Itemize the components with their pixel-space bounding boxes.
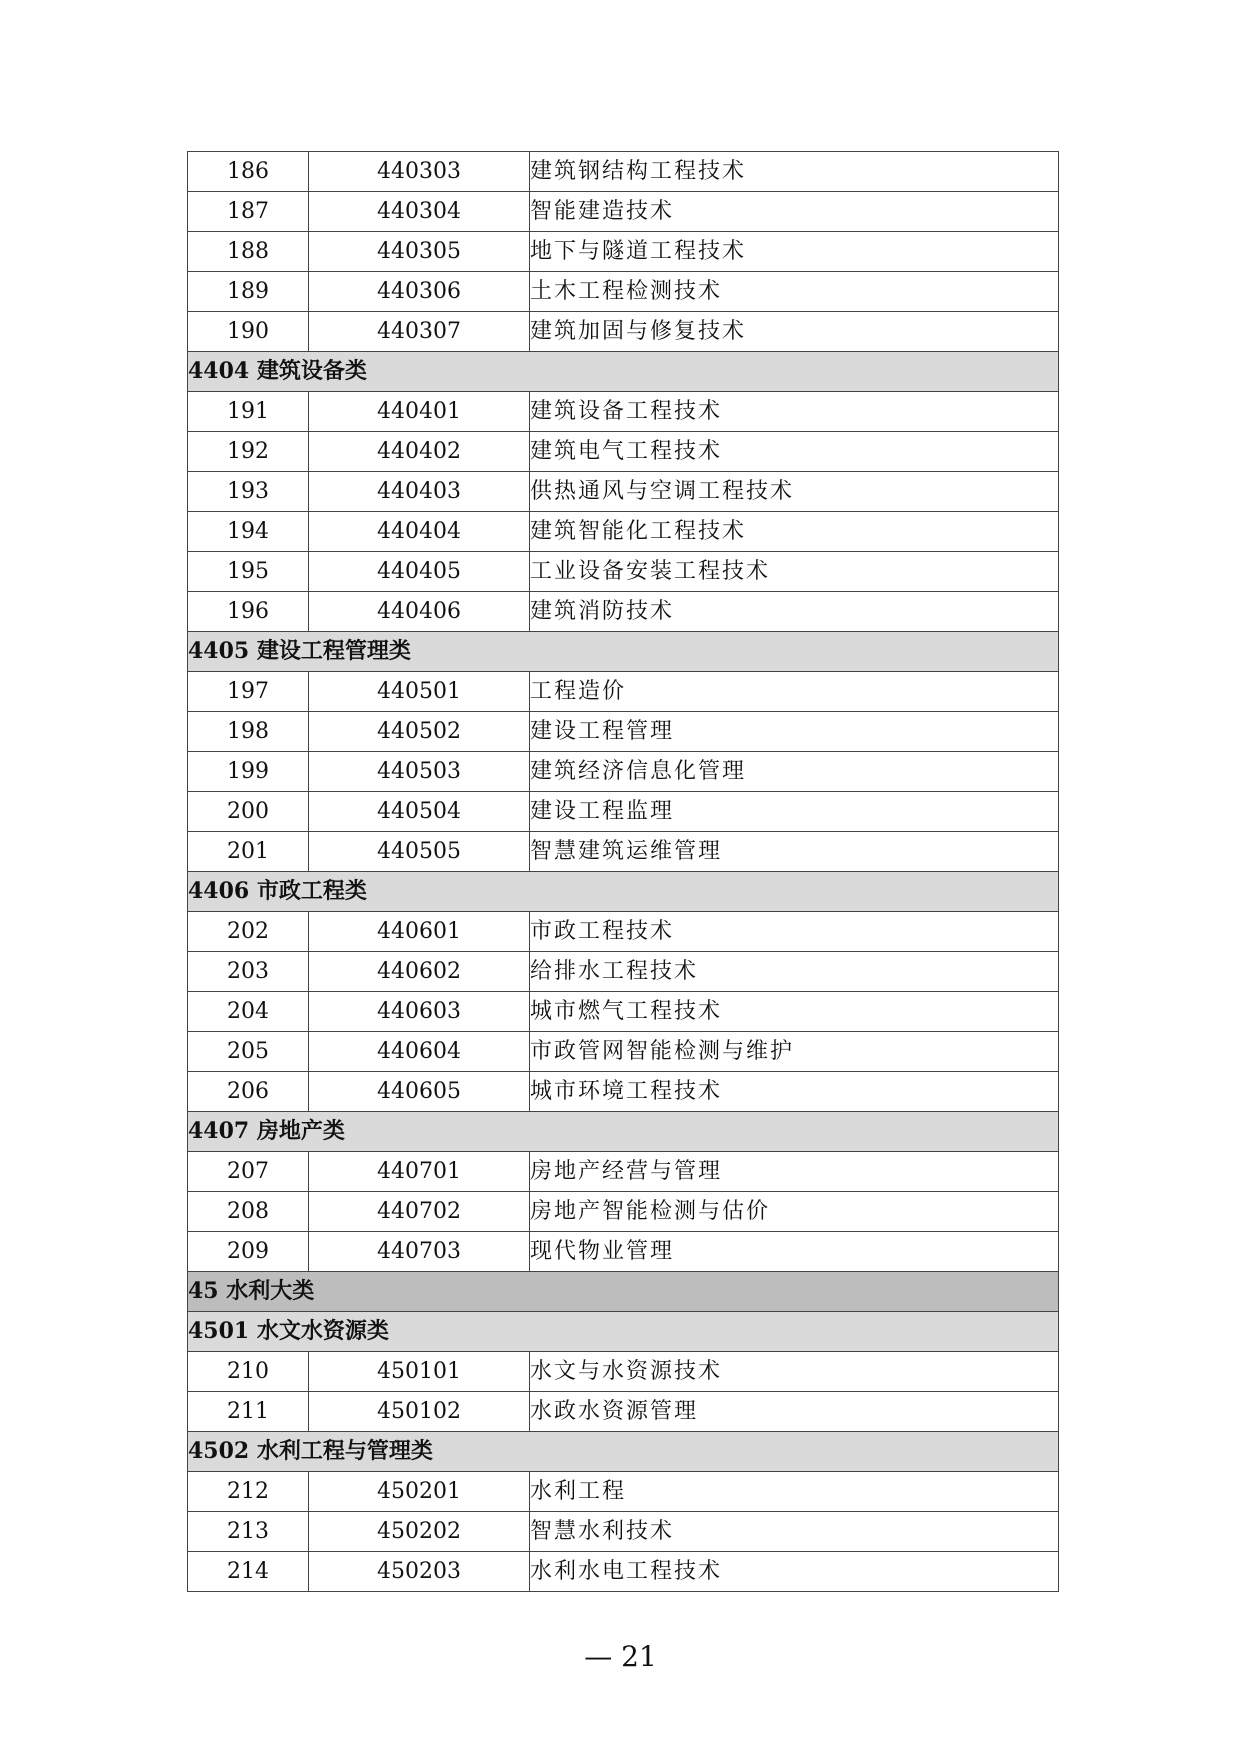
- serial-number-cell: 189: [188, 272, 309, 312]
- major-name-cell: 房地产智能检测与估价: [530, 1192, 1059, 1232]
- table-row: [188, 912, 1059, 952]
- serial-number-cell: 196: [188, 592, 309, 632]
- table-row: [188, 272, 1059, 312]
- table-row: [188, 1352, 1059, 1392]
- table-row: [188, 1152, 1059, 1192]
- major-name-cell: 工程造价: [530, 672, 1059, 712]
- major-name-cell: 地下与隧道工程技术: [530, 232, 1059, 272]
- category-row: [188, 352, 1059, 392]
- table-row: [188, 232, 1059, 272]
- table-row: [188, 792, 1059, 832]
- category-row: [188, 1432, 1059, 1472]
- major-name-cell: 建设工程管理: [530, 712, 1059, 752]
- major-name-cell: 建筑钢结构工程技术: [530, 152, 1059, 192]
- major-code-cell: 440404: [309, 512, 530, 552]
- major-code-cell: 440403: [309, 472, 530, 512]
- serial-number-cell: 199: [188, 752, 309, 792]
- major-code-cell: 440602: [309, 952, 530, 992]
- major-code-cell: 450101: [309, 1352, 530, 1392]
- major-name-cell: 水政水资源管理: [530, 1392, 1059, 1432]
- table-row: [188, 392, 1059, 432]
- category-label: 4406 市政工程类: [188, 872, 1059, 912]
- major-code-cell: 440605: [309, 1072, 530, 1112]
- major-code-cell: 440502: [309, 712, 530, 752]
- major-code-cell: 440305: [309, 232, 530, 272]
- page-number: — 21: [584, 1640, 657, 1673]
- serial-number-cell: 214: [188, 1552, 309, 1592]
- serial-number-cell: 187: [188, 192, 309, 232]
- serial-number-cell: 202: [188, 912, 309, 952]
- major-code-cell: 440503: [309, 752, 530, 792]
- category-label: 4405 建设工程管理类: [188, 632, 1059, 672]
- major-name-cell: 现代物业管理: [530, 1232, 1059, 1272]
- major-name-cell: 城市环境工程技术: [530, 1072, 1059, 1112]
- table-row: [188, 952, 1059, 992]
- major-code-cell: 440603: [309, 992, 530, 1032]
- major-name-cell: 给排水工程技术: [530, 952, 1059, 992]
- serial-number-cell: 197: [188, 672, 309, 712]
- serial-number-cell: 209: [188, 1232, 309, 1272]
- category-row: [188, 1112, 1059, 1152]
- serial-number-cell: 206: [188, 1072, 309, 1112]
- category-row: [188, 632, 1059, 672]
- major-code-cell: 450203: [309, 1552, 530, 1592]
- table-row: [188, 672, 1059, 712]
- serial-number-cell: 195: [188, 552, 309, 592]
- major-category-row: [188, 1272, 1059, 1312]
- category-label: 4407 房地产类: [188, 1112, 1059, 1152]
- table-row: [188, 1032, 1059, 1072]
- major-code-cell: 440505: [309, 832, 530, 872]
- table-row: [188, 1072, 1059, 1112]
- major-name-cell: 供热通风与空调工程技术: [530, 472, 1059, 512]
- major-code-cell: 440601: [309, 912, 530, 952]
- table-row: [188, 1232, 1059, 1272]
- major-code-cell: 440405: [309, 552, 530, 592]
- serial-number-cell: 212: [188, 1472, 309, 1512]
- table-row: [188, 312, 1059, 352]
- major-code-cell: 440701: [309, 1152, 530, 1192]
- major-name-cell: 水利工程: [530, 1472, 1059, 1512]
- serial-number-cell: 205: [188, 1032, 309, 1072]
- serial-number-cell: 194: [188, 512, 309, 552]
- major-name-cell: 水文与水资源技术: [530, 1352, 1059, 1392]
- major-code-cell: 440703: [309, 1232, 530, 1272]
- serial-number-cell: 198: [188, 712, 309, 752]
- table-row: [188, 512, 1059, 552]
- table-body: [188, 152, 1059, 1592]
- major-code-cell: 450201: [309, 1472, 530, 1512]
- table-row: [188, 192, 1059, 232]
- table-row: [188, 552, 1059, 592]
- table-row: [188, 752, 1059, 792]
- major-code-cell: 440406: [309, 592, 530, 632]
- major-category-label: 45 水利大类: [188, 1272, 1059, 1312]
- major-code-cell: 440307: [309, 312, 530, 352]
- table-row: [188, 472, 1059, 512]
- serial-number-cell: 192: [188, 432, 309, 472]
- table-row: [188, 712, 1059, 752]
- major-name-cell: 土木工程检测技术: [530, 272, 1059, 312]
- serial-number-cell: 186: [188, 152, 309, 192]
- major-code-cell: 440306: [309, 272, 530, 312]
- category-row: [188, 872, 1059, 912]
- serial-number-cell: 211: [188, 1392, 309, 1432]
- category-label: 4404 建筑设备类: [188, 352, 1059, 392]
- major-name-cell: 建筑电气工程技术: [530, 432, 1059, 472]
- major-name-cell: 建筑消防技术: [530, 592, 1059, 632]
- serial-number-cell: 193: [188, 472, 309, 512]
- major-name-cell: 建筑经济信息化管理: [530, 752, 1059, 792]
- major-name-cell: 智慧建筑运维管理: [530, 832, 1059, 872]
- major-name-cell: 智能建造技术: [530, 192, 1059, 232]
- serial-number-cell: 213: [188, 1512, 309, 1552]
- category-row: [188, 1312, 1059, 1352]
- major-code-cell: 440304: [309, 192, 530, 232]
- table-row: [188, 1392, 1059, 1432]
- major-code-cell: 440504: [309, 792, 530, 832]
- major-name-cell: 市政管网智能检测与维护: [530, 1032, 1059, 1072]
- table-row: [188, 1552, 1059, 1592]
- major-code-cell: 440501: [309, 672, 530, 712]
- major-catalog-table: [187, 151, 1059, 1592]
- serial-number-cell: 203: [188, 952, 309, 992]
- serial-number-cell: 204: [188, 992, 309, 1032]
- serial-number-cell: 200: [188, 792, 309, 832]
- major-name-cell: 房地产经营与管理: [530, 1152, 1059, 1192]
- serial-number-cell: 207: [188, 1152, 309, 1192]
- major-name-cell: 建筑设备工程技术: [530, 392, 1059, 432]
- table-row: [188, 1472, 1059, 1512]
- major-code-cell: 440401: [309, 392, 530, 432]
- serial-number-cell: 191: [188, 392, 309, 432]
- table-row: [188, 152, 1059, 192]
- major-code-cell: 440303: [309, 152, 530, 192]
- major-code-cell: 440604: [309, 1032, 530, 1072]
- major-name-cell: 城市燃气工程技术: [530, 992, 1059, 1032]
- table-row: [188, 1512, 1059, 1552]
- table-row: [188, 1192, 1059, 1232]
- serial-number-cell: 208: [188, 1192, 309, 1232]
- major-code-cell: 450102: [309, 1392, 530, 1432]
- major-name-cell: 水利水电工程技术: [530, 1552, 1059, 1592]
- serial-number-cell: 210: [188, 1352, 309, 1392]
- major-name-cell: 建筑加固与修复技术: [530, 312, 1059, 352]
- table-row: [188, 832, 1059, 872]
- table-row: [188, 592, 1059, 632]
- major-name-cell: 工业设备安装工程技术: [530, 552, 1059, 592]
- major-name-cell: 建设工程监理: [530, 792, 1059, 832]
- serial-number-cell: 201: [188, 832, 309, 872]
- major-code-cell: 450202: [309, 1512, 530, 1552]
- table-row: [188, 432, 1059, 472]
- serial-number-cell: 190: [188, 312, 309, 352]
- major-name-cell: 智慧水利技术: [530, 1512, 1059, 1552]
- major-code-cell: 440702: [309, 1192, 530, 1232]
- serial-number-cell: 188: [188, 232, 309, 272]
- major-name-cell: 建筑智能化工程技术: [530, 512, 1059, 552]
- category-label: 4501 水文水资源类: [188, 1312, 1059, 1352]
- category-label: 4502 水利工程与管理类: [188, 1432, 1059, 1472]
- major-name-cell: 市政工程技术: [530, 912, 1059, 952]
- table-row: [188, 992, 1059, 1032]
- major-code-cell: 440402: [309, 432, 530, 472]
